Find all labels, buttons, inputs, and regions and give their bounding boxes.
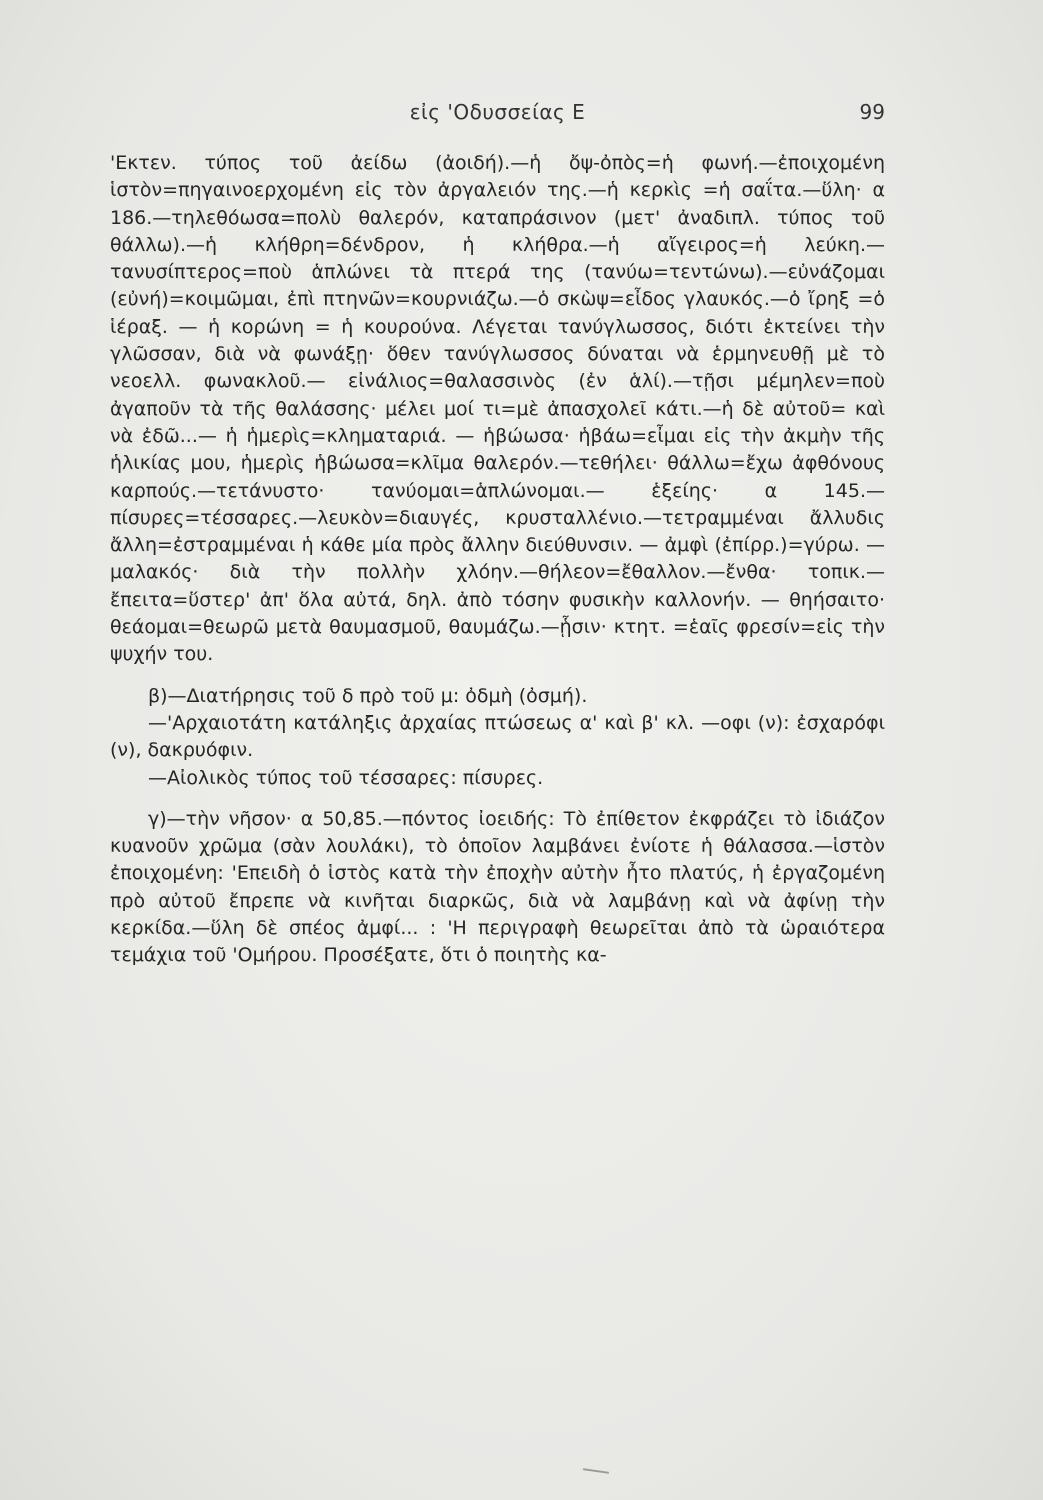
scan-artifact (583, 1468, 609, 1474)
section-b-line-3: —Αἰολικὸς τύπος τοῦ τέσσαρες: πίσυρες. (148, 766, 544, 789)
page-number: 99 (859, 100, 885, 124)
section-b-line-2: —'Αρχαιοτάτη κατάληξις ἀρχαίας πτώσεως α' καὶ β' κλ. —οφι (ν): ἐσχαρόφι (ν), δακρυόφιν. (110, 711, 885, 762)
commentary-paragraph: 'Εκτεν. τύπος τοῦ ἀείδω (ἀοιδή).—ἡ ὄψ-ὀπὸς=ἡ φωνή.—ἐποιχομένη ἱστὸν=πηγαινοερχομένη εἰς τὸν ἀργαλειόν της.—ἡ κερκὶς =ἡ σαΐτα.—ὕλη· α 186.—τηλεθόωσα=πολὺ θαλερόν, καταπράσινον (μετ' ἀναδιπλ. τύπος τοῦ θάλλω).—ἡ κλήθρη=δένδρον, ἡ κλήθρα.—ἡ αἴγειρος=ἡ λεύκη.—τανυσίπτερος=ποὺ ἁπλώνει τὰ πτερά της (τανύω=τεντώνω).—εὐνάζομαι (εὐνή)=κοιμῶμαι, ἐπὶ πτηνῶν=κουρνιάζω.—ὁ σκὼψ=εἶδος γλαυκός.—ὁ ἴρηξ =ὁ ἱέραξ. — ἡ κορώνη = ἡ κουρούνα. Λέγεται τανύγλωσσος, διότι ἐκτείνει τὴν γλῶσσαν, διὰ νὰ φωνάξῃ· ὅθεν τανύγλωσσος δύναται νὰ ἑρμηνευθῇ μὲ τὸ νεοελλ. φωνακλοῦ.— εἰνάλιος=θαλασσινὸς (ἐν ἁλί).—τῇσι μέμηλεν=ποὺ ἀγαποῦν τὰ τῆς θαλάσσης· μέλει μοί τι=μὲ ἀπασχολεῖ κάτι.—ἡ δὲ αὐτοῦ= καὶ νὰ ἐδῶ...— ἡ ἡμερὶς=κληματαριά. — ἡβώωσα· ἡβάω=εἶμαι εἰς τὴν ἀκμὴν τῆς ἡλικίας μου, ἡμερὶς ἡβώωσα=κλῖμα θαλερόν.—τεθήλει· θάλλω=ἔχω ἀφθόνους καρπούς.—τετάνυστο· τανύομαι=ἁπλώνομαι.— ἑξείης· α 145.—πίσυρες=τέσσαρες.—λευκὸν=διαυγές, κρυσταλλένιο.—τετραμμέναι ἄλλυδις ἄλλη=ἐστραμμέναι ἡ κάθε μία πρὸς ἄλλην διεύθυνσιν. — ἀμφὶ (ἐπίρρ.)=γύρω. — μαλακός· διὰ τὴν πολλὴν χλόην.—θήλεον=ἔθαλλον.—ἔνθα· τοπικ.—ἔπειτα=ὕστερ' ἀπ' ὅλα αὐτά, δηλ. ἀπὸ τόσην φυσικὴν καλλονήν. — θηήσαιτο· θεάομαι=θεωρῶ μετὰ θαυμασμοῦ, θαυμάζω.—ᾗσιν· κτητ. =ἑαῖς φρεσίν=εἰς τὴν ψυχήν του. (110, 152, 885, 666)
section-b-line-1: β)—Διατήρησις τοῦ δ πρὸ τοῦ μ: ὀδμὴ (ὀσμή). (148, 684, 588, 707)
section-c (110, 806, 885, 970)
section-c-paragraph: γ)—τὴν νῆσον· α 50,85.—πόντος ἰοειδής: Τὸ ἐπίθετον ἐκφράζει τὸ ἰδιάζον κυανοῦν χρῶμα (σὰν λουλάκι), τὸ ὁποῖον λαμβάνει ἐνίοτε ἡ θάλασσα.—ἱστὸν ἐποιχομένη: 'Επειδὴ ὁ ἱστὸς κατὰ τὴν ἐποχὴν αὐτὴν ἦτο πλατύς, ἡ ἐργαζομένη πρὸ αὐτοῦ ἔπρεπε νὰ κινῆται διαρκῶς, διὰ νὰ λαμβάνῃ καὶ νὰ ἀφίνῃ τὴν κερκίδα.—ὕλη δὲ σπέος ἀμφί... : 'Η περιγραφὴ θεωρεῖται ἀπὸ τὰ ὡραιότερα τεμάχια τοῦ 'Ομήρου. Προσέξατε, ὅτι ὁ ποιητὴς κα- (110, 807, 885, 967)
running-title: εἰς 'Οδυσσείας Ε (409, 100, 586, 124)
body-text (110, 150, 885, 970)
page-header (110, 100, 885, 134)
section-b (110, 683, 885, 792)
